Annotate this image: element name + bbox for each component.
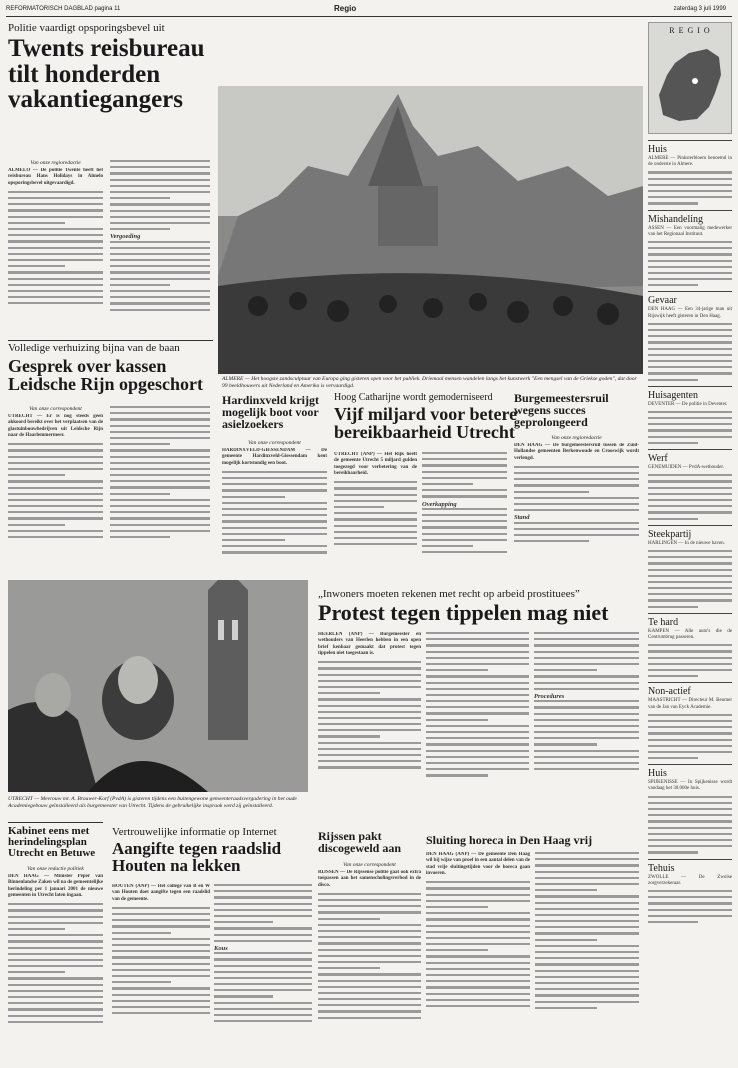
- verhuizing-body-col1: [8, 414, 103, 574]
- hardinxveld-body: [222, 448, 327, 576]
- tippelen-lead: HEERLEN (ANP) — Burgemeester en wethouders van Heerlen hebben in een open brief kenbaar gemaakt dat protest tegen tippelen niet toegestaan is.: [318, 632, 421, 656]
- tippelen-body-col3: [534, 632, 639, 818]
- rijssen-headline: Rijssen pakt discogeweld aan: [318, 829, 402, 856]
- reisbureau-body-col2: [110, 160, 210, 338]
- burgemeester-byline: Van onze regioredactie: [551, 435, 602, 441]
- reisbureau-body-col1: [8, 168, 103, 338]
- kabinet-lead: DEN HAAG — Minister Peper van Binnenlandse Zaken wil na de gemeentelijke herindeling per 1 januari 2001 de nieuwe gemeenten in Utrecht laten ingaan.: [8, 874, 103, 898]
- horeca-lead: DEN HAAG (ANP) — De gemeente Den Haag wil bij wijze van proef in een aantal delen van de stad vrije sluitingstijden voor de horeca gaan invoeren.: [426, 852, 530, 876]
- tippelen-body-col2: [426, 632, 529, 818]
- verhuizing-byline: Van onze correspondent: [29, 406, 82, 412]
- header-rule: [6, 16, 732, 17]
- sculpture-illustration: [218, 86, 643, 374]
- catharijne-headline: Vijf miljard voor betere bereikbaarheid Utrecht: [334, 404, 518, 443]
- almere-sand-sculpture-photo: [218, 86, 643, 374]
- verhuizing-lead: UTRECHT — Er is nog steeds geen akkoord bereikt over het verplaatsen van de glastuinbouwbedrijven uit Leidsche Rijn naar de Haarlemmermeer.: [8, 414, 103, 438]
- page-date: zaterdag 3 juli 1999: [673, 6, 726, 12]
- burgemeester-subhead: Stand: [514, 514, 530, 522]
- almere-caption: ALMERE — Het hoogste zandsculptuur van Europa ging gisteren open voor het publiek. Driemaal mensen wandelen langs het kunstwerk "Een mengsel van de Griekse goden", dat door 99 beeldhouwers uit Nederland en Amerika is vervaardigd.: [222, 376, 637, 389]
- tippelen-body-col1: [318, 632, 421, 818]
- rail-item-lead: MAASTRICHT — Directeur M. Beumer van de Jan van Eyck Academie.: [648, 698, 732, 710]
- rail-item-lead: DEVENTER — De politie in Deventer.: [648, 401, 728, 407]
- utrecht-illustration: [8, 580, 308, 792]
- rail-item: [648, 210, 732, 287]
- rail-item: [648, 386, 732, 444]
- rail-item-body: [648, 629, 732, 678]
- kabinet-byline: Van onze redactie politiek: [27, 866, 84, 872]
- houten-subhead: Kous: [214, 944, 228, 952]
- rail-item-lead: ALMERE — Pinksterbloem benoemd in de onderste in Almere.: [648, 156, 732, 168]
- rijssen-body: [318, 870, 421, 1062]
- hardinxveld-headline: Hardinxveld krijgt mogelijk boot voor asielzoekers: [222, 393, 320, 432]
- catharijne-lead: UTRECHT (ANP) — Het Rijk heeft de gemeente Utrecht 5 miljard gulden toegezegd voor verbetering van de bereikbaarheid.: [334, 452, 417, 476]
- rail-item-body: [648, 698, 732, 759]
- reisbureau-lead: ALMELO — De politie Twente heeft het reisbureau Hans Holidays in Almelo opsporingsbevel uitgevaardigd.: [8, 168, 103, 186]
- page-header-left: REFORMATORISCH DAGBLAD pagina 11: [6, 6, 121, 12]
- reisbureau-byline: Van onze regioredactie: [30, 160, 81, 166]
- burgemeester-body: [514, 443, 639, 575]
- rail-item-lead: ZWOLLE — De Zwolse zorgverzekeraar.: [648, 874, 732, 886]
- verhuizing-kicker: Volledige verhuizing bijna van de baan: [8, 342, 180, 354]
- rail-item-body: [648, 465, 732, 520]
- verhuizing-body-col2: [110, 406, 210, 574]
- utrecht-caption: UTRECHT — Mevrouw mr. A. Brouwer-Korf (PvdA) is gisteren tijdens een buitengewone gemeenteraadsvergadering in het oude Academiegebouw geïnstalleerd als burgemeester van Utrecht. Tijdens de gebruikelijke inspraak werd zij geïnstalleerd.: [8, 796, 297, 809]
- rail-item-lead: ASSEN — Een voormalig medewerker van het Regionaal Instituut.: [648, 225, 732, 237]
- hardinxveld-lead: HARDINXVELD-GIESSENDAM — De gemeente Hardinxveld-Giessendam kent mogelijk kortstondig een boot.: [222, 448, 327, 466]
- rail-item-headline: Non-actief: [648, 686, 691, 698]
- rail-item-body: [648, 780, 732, 853]
- rail-item: [648, 291, 732, 380]
- rail-item-body: [648, 402, 732, 444]
- catharijne-body-col1: [334, 452, 417, 572]
- rail-item-headline: Mishandeling: [648, 213, 703, 225]
- rail-item: [648, 449, 732, 520]
- kabinet-headline: Kabinet eens met herindelingsplan Utrecht en Betuwe: [8, 825, 96, 860]
- catharijne-subhead: Overkapping: [422, 500, 457, 508]
- rijssen-lead: RIJSSEN — De Rijssense politie gaat ook extra toepassen aan het samenscholingsverbod in de disco.: [318, 870, 421, 888]
- tippelen-subhead: Procedures: [534, 692, 565, 700]
- rail-item-lead: DEN HAAG — Een 34-jarige man uit Rijswijk heeft gisteren in Den Haag.: [648, 307, 732, 319]
- rail-item: [648, 525, 732, 608]
- horeca-headline: Sluiting horeca in Den Haag vrij: [426, 833, 593, 847]
- rail-item: [648, 682, 732, 759]
- rail-item-headline: Werf: [648, 453, 668, 465]
- kabinet-body: [8, 874, 103, 1062]
- houten-kicker: Vertrouwelijke informatie op Internet: [112, 826, 277, 838]
- section-title: Regio: [334, 4, 357, 13]
- catharijne-kicker: Hoog Catharijne wordt gemoderniseerd: [334, 392, 493, 403]
- regio-banner: [648, 22, 732, 134]
- rail-item-headline: Huisagenten: [648, 389, 698, 401]
- utrecht-installation-photo: [8, 580, 308, 792]
- rail-item-body: [648, 226, 732, 287]
- horeca-body-col1: [426, 852, 530, 1062]
- rail-item-headline: Huis: [648, 144, 667, 155]
- rail-item-headline: Steekpartij: [648, 528, 692, 540]
- rail-item-lead: SPIJKENISSE — In Spijkenisse wordt vandaag het 30.000e huis.: [648, 780, 732, 792]
- netherlands-map-icon: [649, 35, 733, 131]
- rail-item-lead: HARLINGEN — In de nieuwe haven.: [648, 540, 725, 546]
- rail-item-lead: GENEMUIDEN — PvdA-wethouder.: [648, 465, 724, 471]
- houten-body-col2: [214, 884, 312, 1062]
- rail-item-headline: Tehuis: [648, 862, 675, 874]
- houten-headline: Aangifte tegen raadslid Houten na lekken: [112, 839, 282, 876]
- region-news-rail: [648, 140, 732, 1060]
- reisbureau-subhead: Vergoeding: [110, 233, 141, 241]
- rail-item-headline: Te hard: [648, 616, 679, 628]
- reisbureau-headline: Twents reisbureau tilt honderden vakantiegangers: [8, 35, 205, 113]
- horeca-body-col2: [535, 852, 639, 1062]
- rail-item-headline: Gevaar: [648, 295, 677, 307]
- tippelen-kicker: „Inwoners moeten rekenen met recht op arbeid prostituees”: [318, 588, 580, 600]
- houten-lead: HOUTEN (ANP) — Het college van B en W van Houten doet aangifte tegen een raadslid van de gemeente.: [112, 884, 210, 902]
- reisbureau-kicker: Politie vaardigt opsporingsbevel uit: [8, 22, 165, 34]
- rail-item-headline: Huis: [648, 768, 667, 780]
- houten-body-col1: [112, 884, 210, 1062]
- hardinxveld-byline: Van onze correspondent: [248, 440, 301, 446]
- rail-item: [648, 859, 732, 924]
- regio-banner-title: R E G I O: [669, 26, 711, 35]
- verhuizing-headline: Gesprek over kassen Leidsche Rijn opgeschort: [8, 356, 203, 395]
- rail-item: [648, 140, 732, 205]
- burgemeester-lead: DEN HAAG — De burgemeestersruil tussen de Zuid-Hollandse gemeenten Berkenwoude en Crooswijk wordt verlengd.: [514, 443, 639, 461]
- rail-item-body: [648, 307, 732, 380]
- rail-item-lead: KAMPEN — Alle auto's die de Centrumbrug passeren.: [648, 628, 732, 641]
- rail-item-body: [648, 541, 732, 608]
- rail-item: [648, 613, 732, 678]
- rail-item-body: [648, 875, 732, 924]
- rijssen-byline: Van onze correspondent: [343, 862, 396, 868]
- burgemeester-headline: Burgemeestersruil wegens succes geprolongeerd: [514, 391, 609, 430]
- rail-item: [648, 764, 732, 853]
- rail-item-body: [648, 156, 732, 205]
- tippelen-headline: Protest tegen tippelen mag niet: [318, 600, 609, 625]
- catharijne-body-col2: [422, 452, 507, 572]
